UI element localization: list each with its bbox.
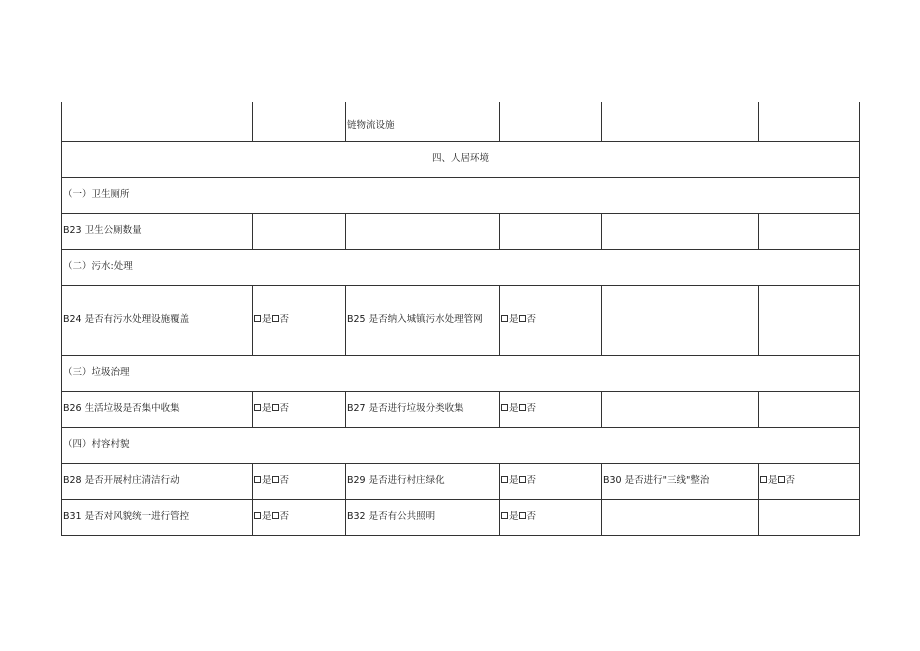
no-option[interactable]: 否	[519, 402, 537, 416]
item-label-b29: B29 是否进行村庄绿化	[346, 463, 500, 499]
table-cell	[500, 213, 602, 249]
table-row	[62, 499, 860, 535]
checkbox-icon[interactable]	[272, 476, 279, 483]
item-label-b24: B24 是否有污水处理设施覆盖	[62, 285, 253, 355]
yes-no-b31	[253, 499, 346, 535]
table-row	[62, 355, 860, 391]
no-option[interactable]: 否	[519, 313, 537, 327]
item-label-b31: B31 是否对风貌统一进行管控	[62, 499, 253, 535]
no-option[interactable]: 否	[272, 474, 290, 488]
checkbox-icon[interactable]	[778, 476, 785, 483]
survey-form-table	[61, 102, 860, 536]
answer-cell-b23[interactable]	[253, 213, 346, 249]
cell-logistics-facility: 链物流设施	[346, 102, 500, 141]
no-option[interactable]: 否	[272, 313, 290, 327]
yes-option[interactable]: 是	[501, 510, 519, 524]
table-cell	[602, 213, 759, 249]
table-cell	[759, 499, 860, 535]
item-label-b27: B27 是否进行垃圾分类收集	[346, 391, 500, 427]
subsection-heading: （一）卫生厕所	[62, 177, 860, 213]
table-row	[62, 249, 860, 285]
table-cell	[759, 102, 860, 141]
item-label-b25: B25 是否纳入城镇污水处理管网	[346, 285, 500, 355]
checkbox-icon[interactable]	[254, 315, 261, 322]
table-cell	[759, 285, 860, 355]
table-row	[62, 463, 860, 499]
table-row	[62, 102, 860, 141]
yes-no-b24	[253, 285, 346, 355]
table-cell	[759, 213, 860, 249]
yes-no-b28	[253, 463, 346, 499]
checkbox-icon[interactable]	[272, 315, 279, 322]
no-option[interactable]: 否	[272, 402, 290, 416]
table-cell	[602, 102, 759, 141]
checkbox-icon[interactable]	[254, 512, 261, 519]
table-cell	[602, 285, 759, 355]
checkbox-icon[interactable]	[272, 512, 279, 519]
yes-option[interactable]: 是	[254, 402, 272, 416]
item-label-b26: B26 生活垃圾是否集中收集	[62, 391, 253, 427]
yes-option[interactable]: 是	[501, 474, 519, 488]
table-cell	[500, 102, 602, 141]
table-row	[62, 391, 860, 427]
table-row	[62, 141, 860, 177]
checkbox-icon[interactable]	[501, 476, 508, 483]
yes-option[interactable]: 是	[254, 510, 272, 524]
item-label-b23: B23 卫生公厕数量	[62, 213, 253, 249]
subsection-heading: （二）污水:处理	[62, 249, 860, 285]
table-row	[62, 177, 860, 213]
checkbox-icon[interactable]	[501, 404, 508, 411]
yes-option[interactable]: 是	[254, 313, 272, 327]
checkbox-icon[interactable]	[519, 476, 526, 483]
checkbox-icon[interactable]	[501, 315, 508, 322]
yes-no-b25	[500, 285, 602, 355]
subsection-heading: （四）村容村貌	[62, 427, 860, 463]
yes-no-b32	[500, 499, 602, 535]
section-title: 四、人居环境	[62, 141, 860, 177]
yes-no-b26	[253, 391, 346, 427]
yes-option[interactable]: 是	[254, 474, 272, 488]
checkbox-icon[interactable]	[760, 476, 767, 483]
subsection-heading: （三）垃圾治理	[62, 355, 860, 391]
checkbox-icon[interactable]	[519, 404, 526, 411]
checkbox-icon[interactable]	[272, 404, 279, 411]
table-row	[62, 285, 860, 355]
yes-no-b27	[500, 391, 602, 427]
checkbox-icon[interactable]	[254, 476, 261, 483]
yes-option[interactable]: 是	[760, 474, 778, 488]
table-cell	[759, 391, 860, 427]
yes-no-b30	[759, 463, 860, 499]
yes-option[interactable]: 是	[501, 402, 519, 416]
no-option[interactable]: 否	[519, 510, 537, 524]
checkbox-icon[interactable]	[501, 512, 508, 519]
table-cell	[602, 499, 759, 535]
yes-option[interactable]: 是	[501, 313, 519, 327]
table-row	[62, 427, 860, 463]
no-option[interactable]: 否	[272, 510, 290, 524]
item-label-b30: B30 是否进行"三线"整治	[602, 463, 759, 499]
checkbox-icon[interactable]	[519, 512, 526, 519]
yes-no-b29	[500, 463, 602, 499]
item-label-b32: B32 是否有公共照明	[346, 499, 500, 535]
checkbox-icon[interactable]	[519, 315, 526, 322]
table-cell	[346, 213, 500, 249]
checkbox-icon[interactable]	[254, 404, 261, 411]
table-cell	[62, 102, 253, 141]
table-cell	[602, 391, 759, 427]
no-option[interactable]: 否	[778, 474, 796, 488]
table-cell	[253, 102, 346, 141]
no-option[interactable]: 否	[519, 474, 537, 488]
item-label-b28: B28 是否开展村庄清洁行动	[62, 463, 253, 499]
table-row	[62, 213, 860, 249]
